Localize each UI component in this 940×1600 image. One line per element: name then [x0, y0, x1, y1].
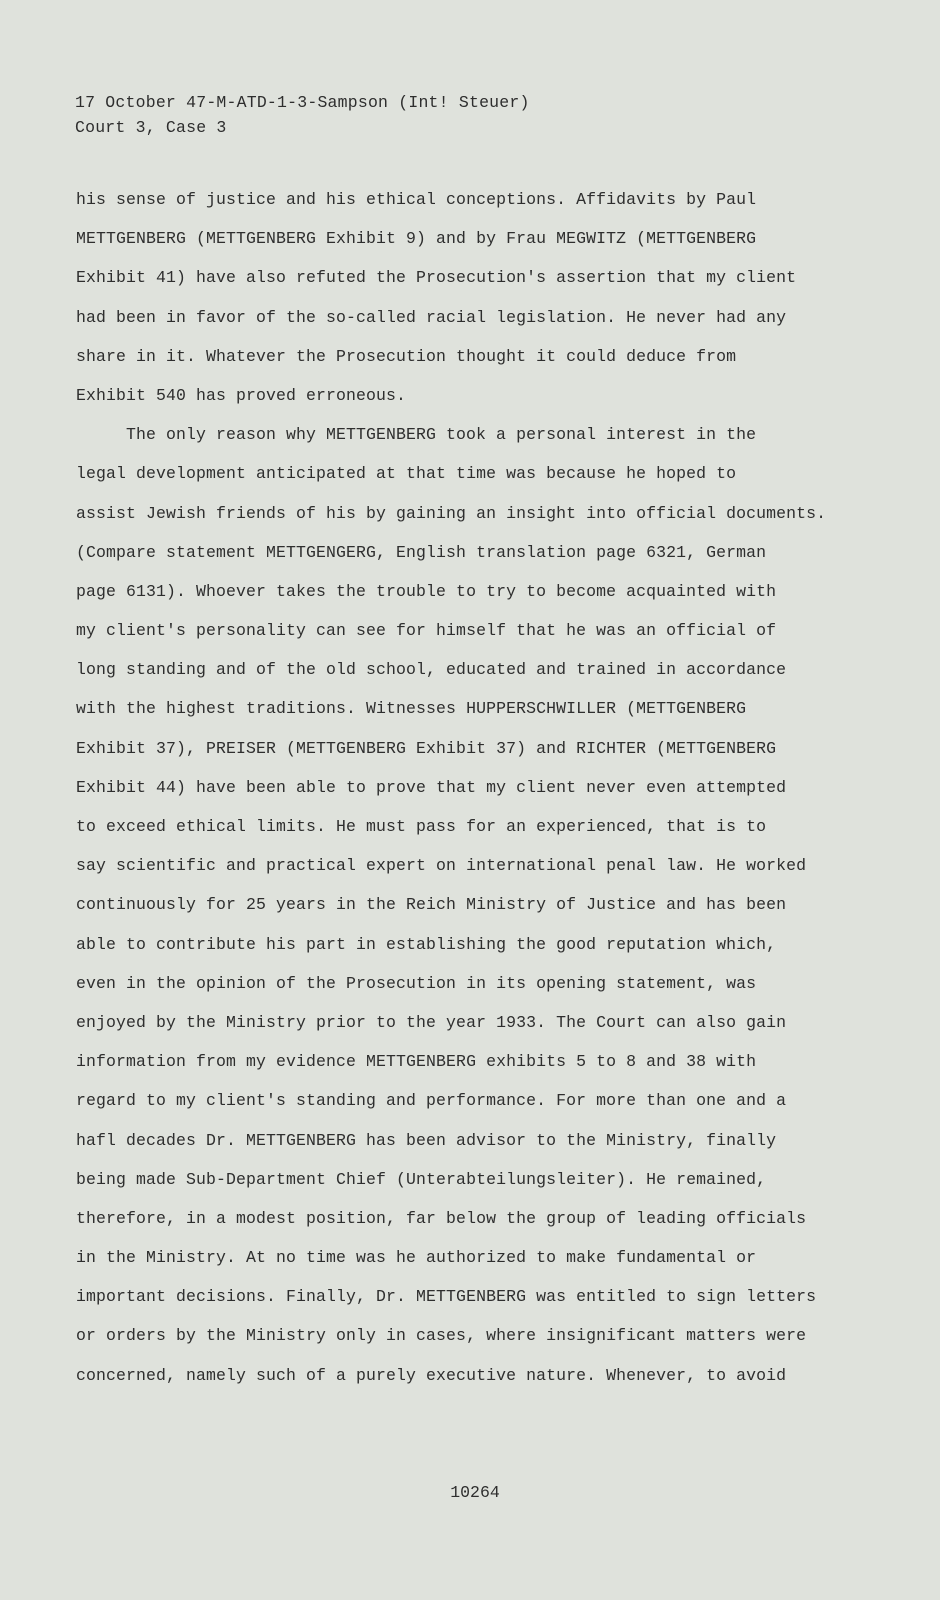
text-line: share in it. Whatever the Prosecution thought it could deduce from: [76, 346, 737, 366]
text-line: (Compare statement METTGENGERG, English translation page 6321, German: [76, 542, 767, 562]
text-line: his sense of justice and his ethical conceptions. Affidavits by Paul: [76, 190, 757, 209]
text-line: Exhibit 44) have been able to prove that my client never even attempted: [76, 777, 787, 797]
text-line: legal development anticipated at that time was because he hoped to: [76, 464, 737, 484]
text-line: being made Sub-Department Chief (Unterabteilungsleiter). He remained,: [76, 1169, 767, 1189]
text-line: even in the opinion of the Prosecution in its opening statement, was: [76, 973, 757, 993]
text-line: regard to my client's standing and performance. For more than one and a: [76, 1091, 787, 1111]
text-line: continuously for 25 years in the Reich Ministry of Justice and has been: [76, 895, 787, 915]
text-line: had been in favor of the so-called racial legislation. He never had any: [76, 307, 787, 327]
text-line: able to contribute his part in establishing the good reputation which,: [76, 934, 777, 954]
text-line: say scientific and practical expert on international penal law. He worked: [76, 856, 807, 876]
text-line: Exhibit 41) have also refuted the Prosecution's assertion that my client: [76, 268, 797, 288]
page-number: 10264: [450, 1483, 500, 1502]
text-line: important decisions. Finally, Dr. METTGENBERG was entitled to sign letters: [76, 1287, 817, 1307]
paragraph-start-line: The only reason why METTGENBERG took a personal interest in the: [126, 425, 757, 445]
text-line: assist Jewish friends of his by gaining an insight into official documents.: [76, 503, 827, 523]
text-line: information from my evidence METTGENBERG exhibits 5 to 8 and 38 with: [76, 1052, 757, 1072]
text-line: therefore, in a modest position, far below the group of leading officials: [76, 1208, 807, 1228]
header-reference-line: 17 October 47-M-ATD-1-3-Sampson (Int! Steuer): [75, 93, 530, 112]
text-line: hafl decades Dr. METTGENBERG has been advisor to the Ministry, finally: [76, 1130, 777, 1150]
text-line: page 6131). Whoever takes the trouble to try to become acquainted with: [76, 581, 777, 601]
document-header: [75, 90, 530, 140]
text-line: with the highest traditions. Witnesses HUPPERSCHWILLER (METTGENBERG: [76, 699, 747, 719]
body-text: [76, 187, 896, 1402]
text-line: Exhibit 540 has proved erroneous.: [76, 385, 407, 405]
text-line: long standing and of the old school, educated and trained in accordance: [76, 660, 787, 680]
text-line: METTGENBERG (METTGENBERG Exhibit 9) and by Frau MEGWITZ (METTGENBERG: [76, 229, 757, 249]
text-line: my client's personality can see for himself that he was an official of: [76, 621, 777, 641]
text-line: Exhibit 37), PREISER (METTGENBERG Exhibit 37) and RICHTER (METTGENBERG: [76, 738, 777, 758]
text-line: or orders by the Ministry only in cases, where insignificant matters were: [76, 1326, 807, 1346]
text-line: concerned, namely such of a purely executive nature. Whenever, to avoid: [76, 1365, 787, 1385]
text-line: to exceed ethical limits. He must pass for an experienced, that is to: [76, 817, 767, 836]
header-court-line: Court 3, Case 3: [75, 118, 227, 137]
text-line: enjoyed by the Ministry prior to the year 1933. The Court can also gain: [76, 1012, 787, 1032]
text-line: in the Ministry. At no time was he authorized to make fundamental or: [76, 1248, 757, 1268]
